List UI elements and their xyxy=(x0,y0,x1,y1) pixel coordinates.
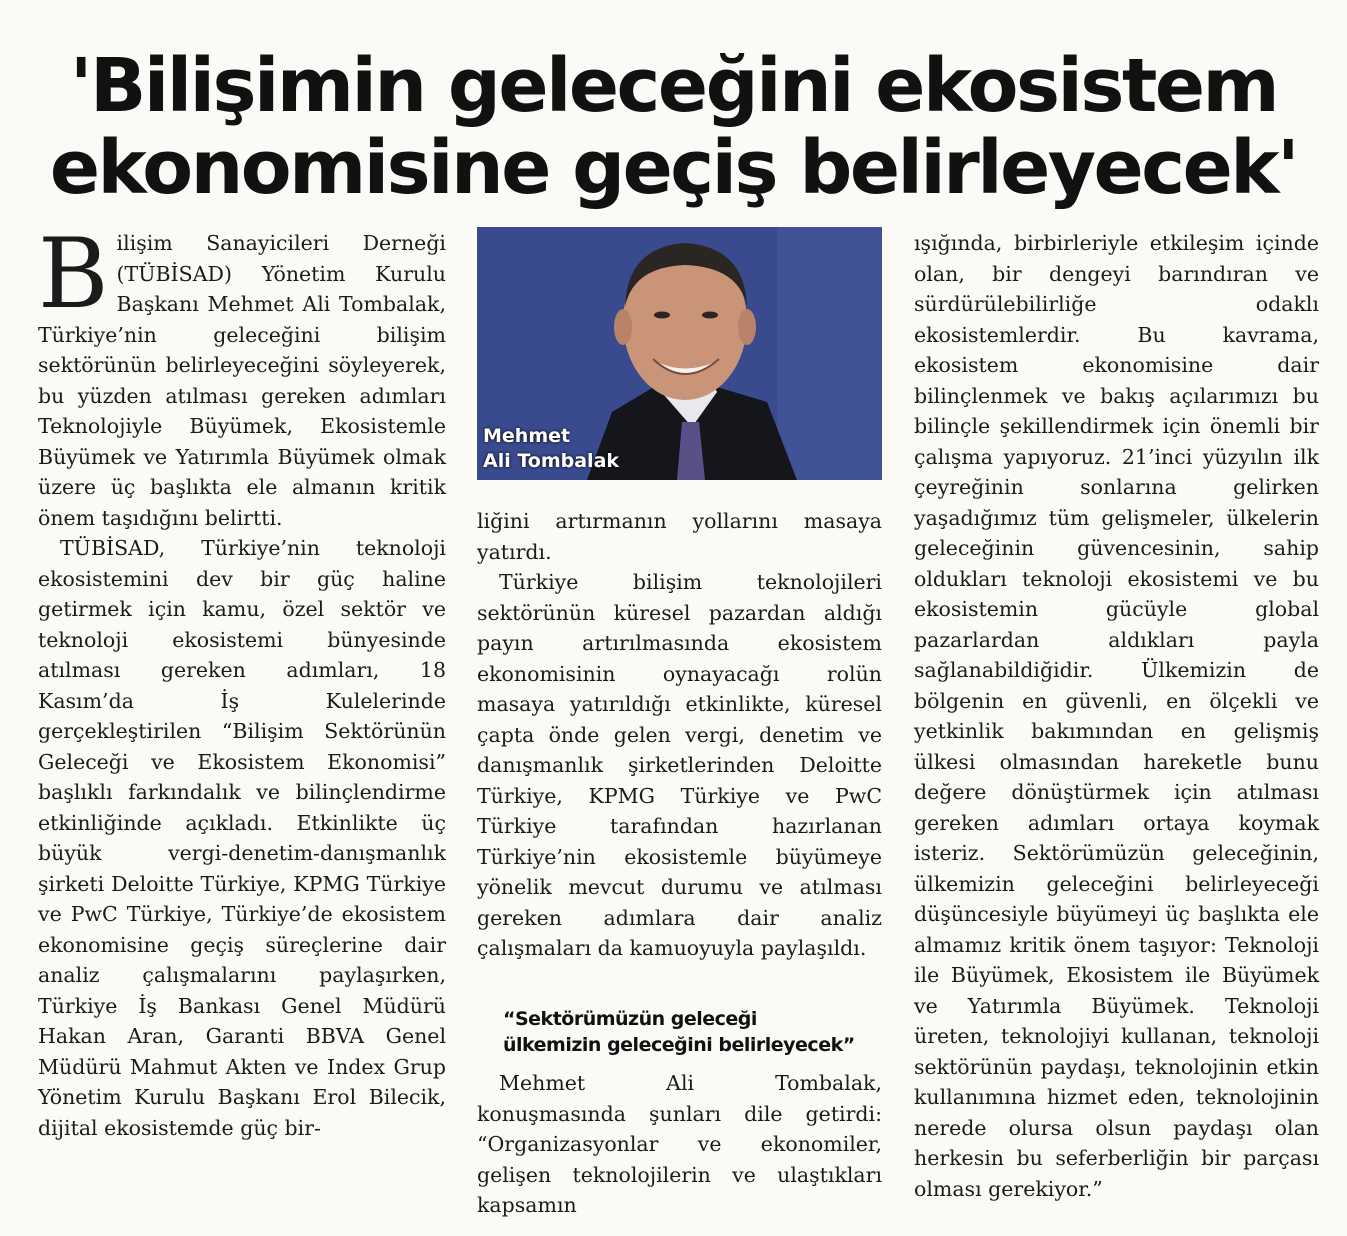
subheading xyxy=(503,1006,893,1058)
paragraph-text: ilişim Sanayicileri Derneği (TÜBİSAD) Yönetim Kurulu Başkanı Mehmet Ali Tombalak, Türkiye’nin geleceğini bilişim sektörünün belirleyeceğini söyleyerek, bu yüzden atılması gereken adımları Teknolojiyle Büyümek, Ekosistemle Büyümek ve Yatırımla Büyümek olmak üzere üç başlıkta ele almanın kritik önem taşıdığını belirtti. xyxy=(38,231,446,530)
article-column-1 xyxy=(38,218,446,1143)
caption-line: Ali Tombalak xyxy=(483,450,620,472)
headline-line-1: 'Bilişimin geleceğini ekosistem xyxy=(69,43,1278,129)
caption-line: Mehmet xyxy=(483,425,571,447)
paragraph: TÜBİSAD, Türkiye’nin teknoloji ekosistemini dev bir güç haline getirmek için kamu, özel sektör ve teknoloji ekosistemi bünyesinde atılması gereken adımları, 18 Kasım’da İş Kulelerinde gerçekleştirilen “Bilişim Sektörünün Geleceği ve Ekosistem Ekonomisi” başlıklı farkındalık ve bilinçlendirme etkinliğinde açıkladı. Etkinlikte üç büyük vergi-denetim-danışmanlık şirketi Deloitte Türkiye, KPMG Türkiye ve PwC Türkiye, Türkiye’de ekosistem ekonomisine geçiş süreçlerine dair analiz çalışmalarını paylaşırken, Türkiye İş Bankası Genel Müdürü Hakan Aran, Garanti BBVA Genel Müdürü Mahmut Akten ve Index Grup Yönetim Kurulu Başkanı Erol Bilecik, dijital ekosistemde güç bir- xyxy=(38,536,446,1140)
subheading-line: ülkemizin geleceğini belirleyecek” xyxy=(503,1034,855,1056)
paragraph: ışığında, birbirleriyle etkileşim içinde olan, bir dengeyi barındıran ve sürdürülebilirliğe odaklı ekosistemlerdir. Bu kavrama, ekosistem ekonomisine dair bilinçlenmek ve bakış açılarımızı bu bilinçle şekillendirmek için önemli bir çalışma yapıyoruz. 21’inci yüzyılın ilk çeyreğinin sonlarına gelirken yaşadığımız tüm gelişmeler, ülkelerin geleceğinin güvencesinin, sahip oldukları teknoloji ekosistemi ve bu ekosistemin gücüyle global pazarlardan aldıkları payla sağlanabildiğidir. Ülkemizin de bölgenin en güvenli, en ölçekli ve yetkinlik bakımından en gelişmiş ülkesi olmasından hareketle bunu değere dönüştürmek için atılması gereken adımları ortaya koymak isteriz. Sektörümüzün geleceğinin, ülkemizin geleceğini belirleyeceği düşüncesiyle büyümeyi üç başlıkta ele almamız kritik önem taşıyor: Teknoloji ile Büyümek, Ekosistem ile Büyümek ve Yatırımla Büyümek. Teknoloji üreten, teknolojiyi kullanan, teknoloji sektörünün paydaşı, teknolojinin etkin kullanımına hizmet eden, teknolojinin nerede olursa olsun paydaşı olan herkesin bu seferberliğin bir parçası olması gerekiyor.” xyxy=(914,231,1319,1201)
photo-caption xyxy=(483,424,619,474)
headline-line-2: ekonomisine geçiş belirleyecek' xyxy=(49,125,1298,211)
article-column-2-continued xyxy=(477,1068,882,1221)
article-column-2 xyxy=(477,506,882,964)
portrait-photo xyxy=(477,227,882,480)
paragraph xyxy=(38,218,446,533)
paragraph: Mehmet Ali Tombalak, konuşmasında şunları dile getirdi: “Organizasyonlar ve ekonomiler, gelişen teknolojilerin ve ulaştıkları kapsamın xyxy=(477,1071,882,1217)
paragraph: Türkiye bilişim teknolojileri sektörünün küresel pazardan aldığı payın artırılmasında ekosistem ekonomisinin oynayacağı rolün masaya yatırıldığı etkinlikte, küresel çapta önde gelen vergi, denetim ve danışmanlık şirketlerinden Deloitte Türkiye, KPMG Türkiye ve PwC Türkiye tarafından hazırlanan Türkiye’nin ekosistemle büyümeye yönelik mevcut durumu ve atılması gereken adımlara dair analiz çalışmaları da kamuoyuyla paylaşıldı. xyxy=(477,570,882,960)
drop-cap: B xyxy=(38,218,109,330)
article-column-3 xyxy=(914,228,1319,1204)
paragraph: liğini artırmanın yollarını masaya yatırdı. xyxy=(477,509,882,564)
subheading-line: “Sektörümüzün geleceği xyxy=(503,1008,757,1030)
